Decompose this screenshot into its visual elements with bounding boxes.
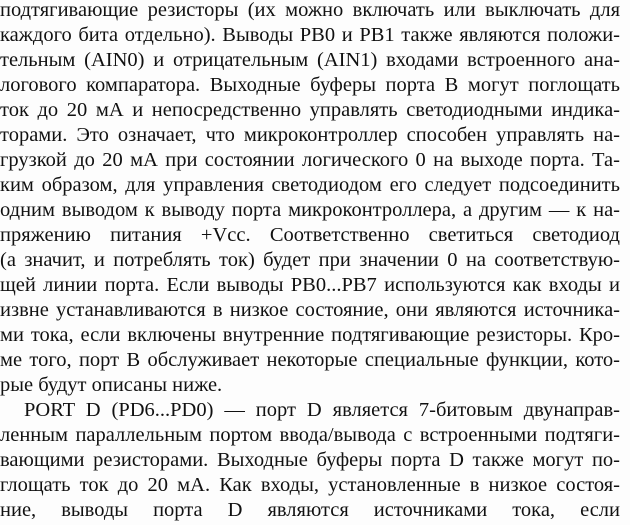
text-line: каждого бита отдельно). Выводы PB0 и PB1 также являются положи- [0, 24, 620, 46]
text-line: глощать ток до 20 мА. Как входы, установленные в низкое состоя- [0, 474, 620, 496]
text-line: ми тока, если включены внутренние подтягивающие резисторы. Кро- [0, 324, 620, 346]
text-line: ме того, порт В обслуживает некоторые специальные функции, кото- [0, 349, 620, 371]
text-line: подтягивающие резисторы (их можно включать или выключать для [0, 0, 620, 21]
text-line: тельным (AIN0) и отрицательным (AIN1) входами встроенного ана- [0, 49, 620, 71]
text-line: ленным параллельным портом ввода/вывода с встроенными подтяги- [0, 424, 620, 446]
text-line: торами. Это означает, что микроконтроллер способен управлять на- [0, 124, 620, 146]
paragraph-first-line: PORT D (PD6...PD0) — порт D является 7-битовым двунаправ- [24, 399, 620, 421]
text-line: вающими резисторами. Выходные буферы порта D также могут по- [0, 449, 620, 471]
text-line: (а значит, и потреблять ток) будет при значении 0 на соответствую- [0, 249, 620, 271]
text-line: логового компаратора. Выходные буферы порта В могут поглощать [0, 74, 620, 96]
text-line: ние, выводы порта D являются источниками тока, если [0, 499, 620, 521]
text-line: одним выводом к выводу порта микроконтроллера, а другим — к на- [0, 199, 620, 221]
text-line: ким образом, для управления светодиодом его следует подсоединить [0, 174, 620, 196]
text-line: пряжению питания +Vcc. Соответственно светиться светодиод [0, 224, 620, 246]
text-line: ток до 20 мА и непосредственно управлять светодиодными индика- [0, 99, 620, 121]
paragraph-last-line: рые будут описаны ниже. [0, 374, 223, 396]
text-line: извне устанавливаются в низкое состояние, они являются источника- [0, 299, 620, 321]
text-line: щей линии порта. Если выводы PB0...PB7 используются как входы и [0, 274, 620, 296]
text-line: грузкой до 20 мА при состоянии логического 0 на выходе порта. Та- [0, 149, 620, 171]
